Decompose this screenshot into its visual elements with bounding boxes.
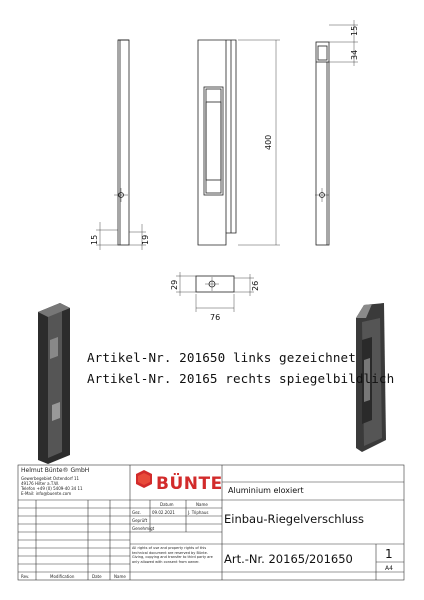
dim-15-top: 15 [350,25,359,36]
article-number: Art.-Nr. 20165/201650 [224,552,353,566]
dim-29: 29 [170,279,179,290]
dim-26: 26 [251,280,260,291]
side-view-left [96,40,146,250]
address-line-2: 49176 Hilter a.T.W. [21,481,59,486]
note-left-drawn: Artikel-Nr. 201650 links gezeichnet [87,350,356,365]
material: Aluminium eloxiert [228,486,304,495]
dim-19: 19 [141,234,150,245]
row-drawn-label: Gez. [132,510,141,515]
dim-76: 76 [210,313,221,322]
copyright-notice: All rights of use and property rights of this technical document are reserved by Bünte. Giving, copying and transfer to third party are only allowed with consent from owner. [132,546,213,564]
col-rev: Rev. [21,574,30,579]
col-modification: Modification [50,574,75,579]
drawing-title: Einbau-Riegelverschluss [224,512,365,526]
dim-15-bottom: 15 [90,234,99,245]
row-approved-label: Genehmigt [132,526,155,531]
drawn-name: J. Triphaus [188,510,209,515]
top-view [176,272,254,312]
render-3d-left [38,303,70,464]
address-line-4: E-Mail: info@buente.com [21,491,72,496]
row-checked-label: Geprüft [132,518,148,523]
address-line-3: Telefon +49 (0) 5409-40 34 11 [21,486,83,491]
sheet-number: 1 [385,547,393,561]
dim-400: 400 [264,134,273,150]
drawn-date: 09.02.2021 [152,510,175,515]
header-date: Datum [160,502,174,507]
buente-logo-mark [136,470,152,488]
col-date: Date [92,574,102,579]
buente-logo-text: BÜNTE [156,474,223,494]
dim-34: 34 [350,49,359,60]
col-name: Name [114,574,126,579]
company-name: Helmut Bünte® GmbH [21,467,90,474]
note-right-mirrored: Artikel-Nr. 20165 rechts spiegelbildlich [87,371,395,386]
header-name: Name [196,502,208,507]
paper-format: A4 [385,565,393,572]
address-line-1: Gewerbegebiet Ostendorf 11 [21,476,80,481]
